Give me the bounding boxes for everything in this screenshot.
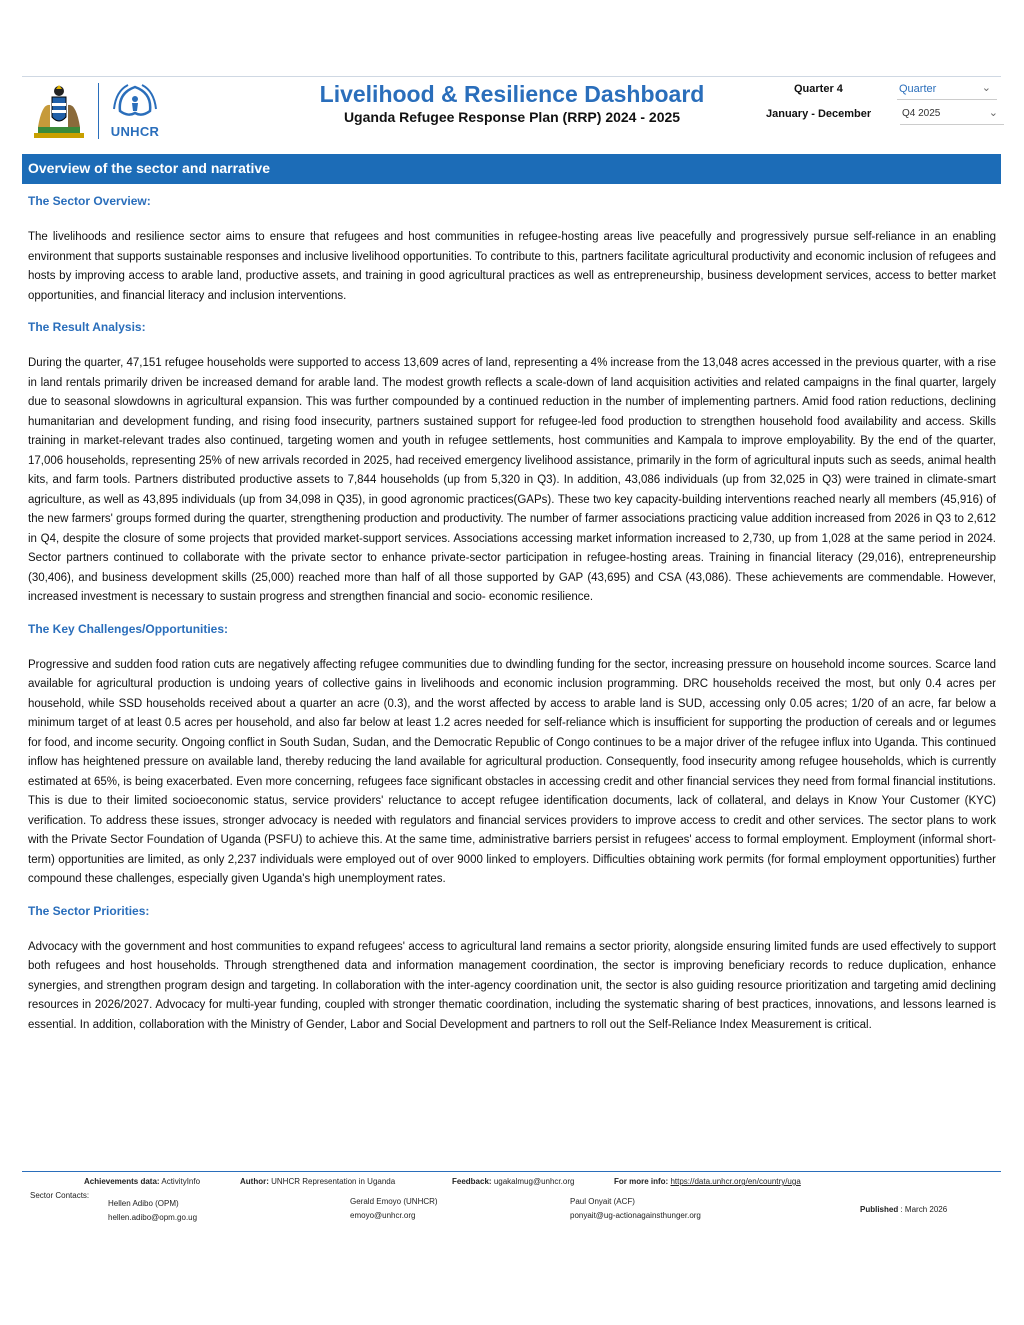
contact-name: Gerald Emoyo (UNHCR) [350, 1197, 438, 1206]
chevron-down-icon: ⌄ [988, 107, 998, 119]
unhcr-logo-text: UNHCR [110, 124, 160, 139]
section-heading: The Sector Overview: [28, 194, 151, 208]
footer-divider [22, 1171, 1001, 1172]
contact-name: Paul Onyait (ACF) [570, 1197, 635, 1206]
dashboard-header [22, 76, 1001, 147]
section-paragraph: During the quarter, 47,151 refugee households were supported to access 13,609 acres of land, representing a 4% increase from the 13,048 acres accessed in the previous quarter, with a rise in land rentals primarily driven be increased demand for arable land. The modest growth reflects a scale-down of land acquisition activities and related campaigns in the final quarter, largely due to seasonal slowdowns in agricultural expansion. This was further compounded by a continued reduction in the number of implementing partners. Amid food ration reductions, declining humanitarian and development funding, and rising food insecurity, partners sustained support for refugee-led food production to strengthen household food availability and access. Skills training in market-relevant trades also continued, targeting women and youth in refugee settlements, host communities and Kampala to improve employability. By the end of the quarter, 17,006 households, representing 25% of new arrivals recorded in 2025, had received emergency livelihood assistance, primarily in the form of agricultural inputs such as seeds, animal health kits, and farm tools. Partners distributed productive assets to 7,844 households (up from 5,320 in Q3). In addition, 43,086 individuals (up from 32,025 in Q3) were trained in climate-smart agriculture, as well as 43,895 individuals (up from 34,098 in Q35), in good agronomic practices(GAPs). These two key capacity-building interventions reached nearly all members (45,916) of the new farmers' groups formed during the quarter, strengthening production and productivity. The number of farmer associations practicing value addition increased from 2026 in Q3 to 2,612 in Q4, despite the closure of some projects that provided market-support services. Associations accessing market information increased to 2,730, up from 1,028 at the same period in 2024. Sector partners continued to collaborate with the private sector to enhance private-sector participation in refugee-hosting areas. Training in financial literacy (29,016), entrepreneurship (30,406), and business development skills (25,000) reached more than half of all those supported by GAP (43,695) and CSA (43,086). These achievements are commendable. However, increased investment is necessary to sustain progress and strengthen financial and socio- economic resilience. [28, 357, 996, 603]
header-divider [98, 83, 99, 139]
period-filter-select[interactable] [900, 106, 1004, 125]
footer-more-info: For more info: https://data.unhcr.org/en/country/uga [614, 1177, 801, 1186]
quarter-filter-value: Quarter [899, 83, 937, 95]
quarter-label: Quarter 4 [794, 83, 843, 95]
contact-name: Hellen Adibo (OPM) [108, 1199, 179, 1208]
section-heading: The Result Analysis: [28, 320, 146, 334]
page-subtitle: Uganda Refugee Response Plan (RRP) 2024 - 2025 [343, 109, 681, 125]
page-title: Livelihood & Resilience Dashboard [319, 81, 705, 107]
period-label: January - December [766, 108, 872, 120]
contact-email[interactable]: emoyo@unhcr.org [350, 1211, 416, 1220]
unhcr-emblem-icon [108, 81, 162, 123]
section-paragraph: Advocacy with the government and host communities to expand refugees' access to agricultural land remains a sector priority, alongside ensuring limited funds are used effectively to support both refugees and host households. Through strengthened data and information management coordination, the sector is improving beneficiary records to reduce duplication, enhance synergies, and strengthen program design and targeting. In collaboration with the inter-agency coordination unit, the sector is also guiding resource prioritization and targeting amid declining resources in 2026/2027. Advocacy for multi-year funding, coupled with stronger thematic coordination, including the systematic sharing of best practices, innovations, and lessons learned is essential. In addition, collaboration with the Ministry of Gender, Labor and Social Development and partners to roll out the Self-Reliance Index Measurement is critical. [28, 940, 996, 1031]
published-date: Published : March 2026 [860, 1205, 948, 1214]
contact-email[interactable]: hellen.adibo@opm.go.ug [108, 1213, 198, 1222]
overview-section-title: Overview of the sector and narrative [28, 160, 270, 176]
footer-author: Author: UNHCR Representation in Uganda [240, 1177, 396, 1186]
uganda-coat-of-arms-icon [30, 83, 88, 141]
chevron-down-icon: ⌄ [981, 82, 991, 94]
footer-feedback: Feedback: ugakalmug@unhcr.org [452, 1177, 575, 1186]
section-heading: The Key Challenges/Opportunities: [28, 621, 229, 636]
section-paragraph: Progressive and sudden food ration cuts are negatively affecting refugee communities due to dwindling funding for the sector, increasing pressure on household income sources. Scarce land available for agricultural production is undoing years of collective gains in livelihoods and economic inclusion programming. DRC households received the most, but only 0.4 acres per household, while SSD households received about a quarter an acre (0.3), and the worst affected by access to arable land is SUD, accessing only 0.05 acres; 1/20 of an acre, far below a minimum target of at least 0.5 acres per household, and also far below at least 1.2 acres needed for self-reliance which is insufficient for supporting the production of cereals and or legumes for food, and income security. Ongoing conflict in South Sudan, Sudan, and the Democratic Republic of Congo continues to be a major driver of the refugee influx into Uganda. This continued inflow has heightened pressure on available land, thereby reducing the land available for agricultural production. Consequently, food insecurity among refugee households, which is currently estimated at 65%, is being exacerbated. Even more concerning, refugees face significant obstacles in accessing credit and other financial services they need from formal financial institutions. This is due to their limited socioeconomic status, service providers' reluctance to accept refugee identification documents, lack of collateral, and delays in Know Your Customer (KYC) verification. To address these issues, stronger advocacy is needed with regulators and financial services providers to improve access to credit and other services. The sector plans to work with the Private Sector Foundation of Uganda (PSFU) to achieve this. At the same time, administrative barriers persist in refugees' access to formal employment. Employment (informal short-term) opportunities are limited, as only 2,237 individuals were employed out of over 9000 linked to employers. Difficulties obtaining work permits (for formal employment opportunities) further compound these challenges, especially given Uganda's high unemployment rates. [28, 658, 996, 885]
narrative-content [28, 194, 996, 1049]
more-info-link[interactable]: https://data.unhcr.org/en/country/uga [670, 1177, 801, 1186]
footer-achievements: Achievements data: ActivityInfo [84, 1177, 201, 1186]
period-filter-value: Q4 2025 [902, 108, 941, 119]
overview-section-bar [22, 154, 1001, 184]
section-paragraph: The livelihoods and resilience sector aims to ensure that refugees and host communities in refugee-hosting areas live peacefully and progressively pursue self-reliance in an enabling environment that supports sustainable responses and inclusive livelihood opportunities. To contribute to this, partners facilitate agricultural productivity and economic inclusion of refugees and hosts by improving access to arable land, productive assets, and training in good agricultural practices as well as entrepreneurship, business development services, access to better market opportunities, and financial literacy and inclusion interventions. [28, 231, 996, 302]
sector-contacts-label: Sector Contacts: [30, 1191, 90, 1200]
quarter-filter-select[interactable] [897, 81, 997, 100]
unhcr-logo [108, 81, 162, 141]
section-heading: The Sector Priorities: [28, 903, 150, 918]
contact-email[interactable]: ponyait@ug-actionagainsthunger.org [570, 1211, 701, 1220]
